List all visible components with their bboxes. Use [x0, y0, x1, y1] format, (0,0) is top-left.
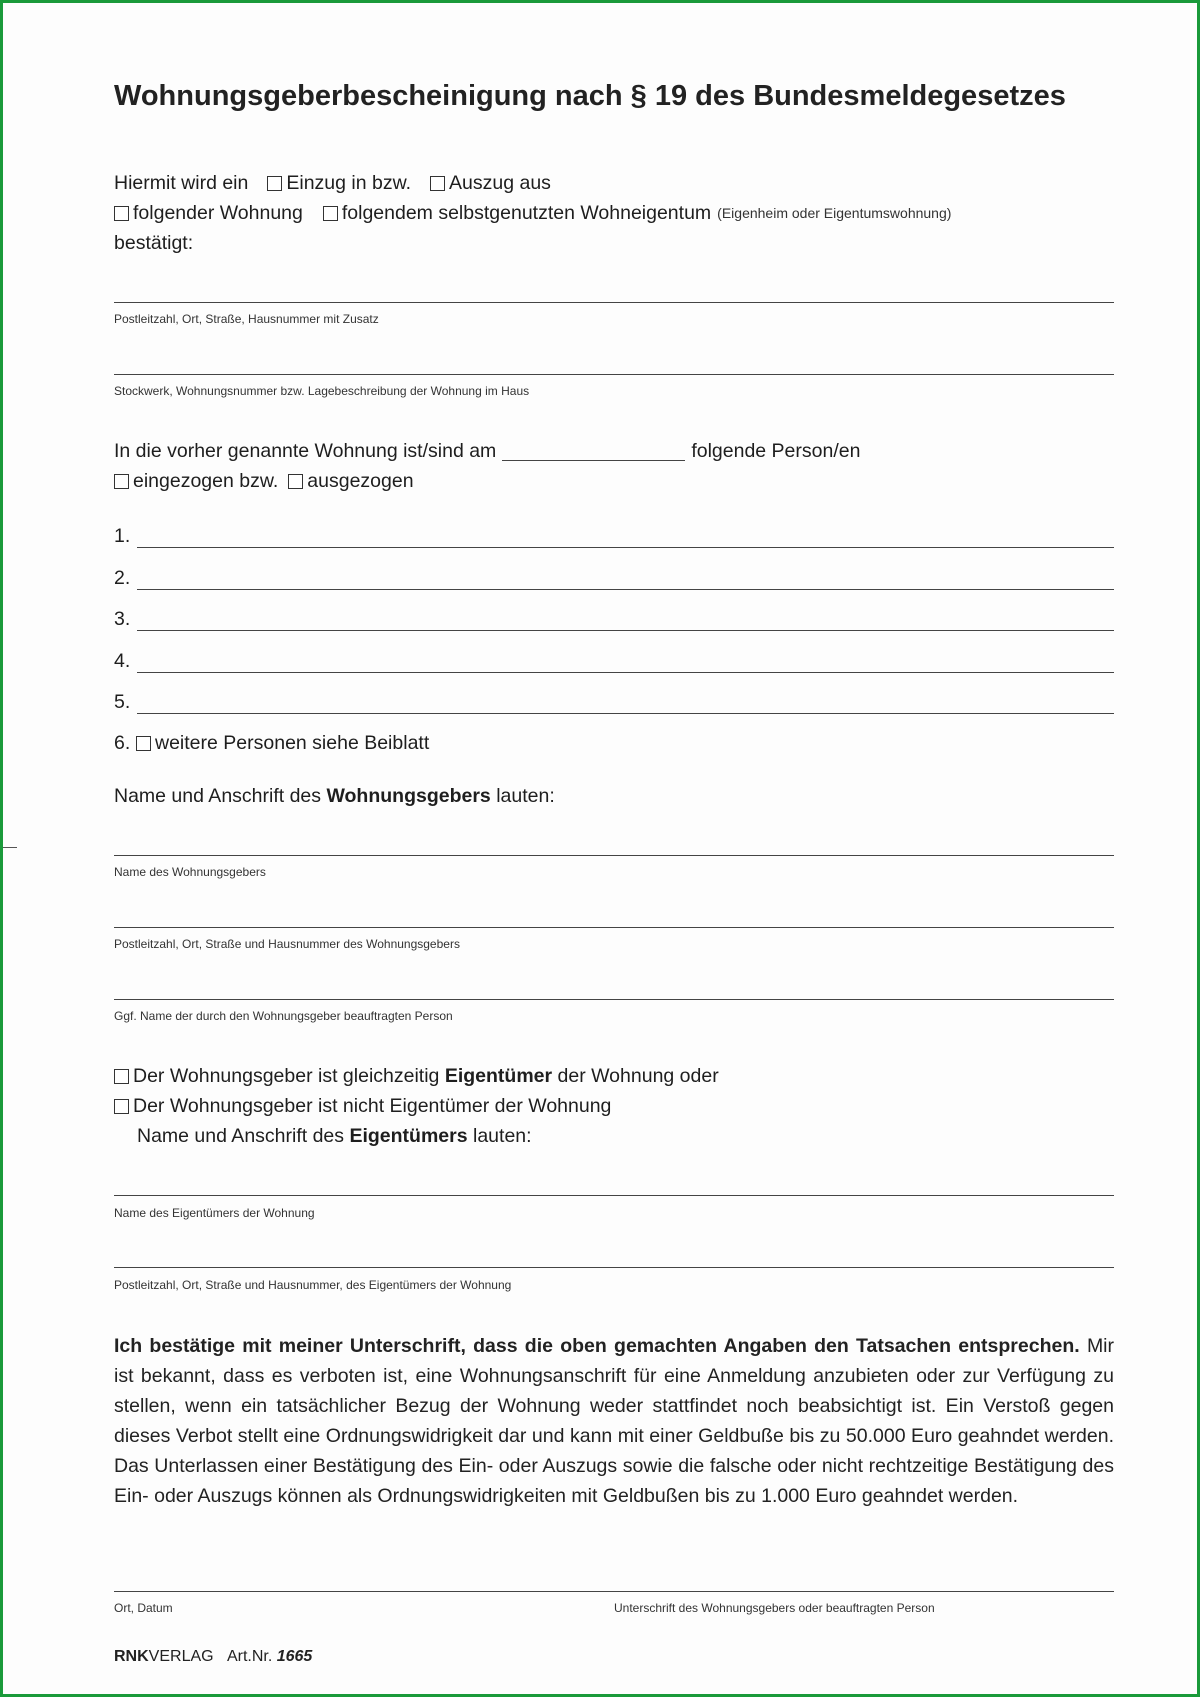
address-input-line[interactable]: [114, 302, 1114, 303]
bestaetigt-label: bestätigt:: [114, 232, 194, 254]
landlord-lead-post: lauten:: [496, 785, 555, 807]
agent-name-caption: Ggf. Name der durch den Wohnungsgeber beauftragten Person: [114, 1009, 453, 1023]
person-input-line[interactable]: [137, 572, 1114, 590]
art-label: Art.Nr.: [226, 1648, 273, 1665]
declaration-text: [114, 1331, 1114, 1511]
person-row: [114, 690, 1114, 714]
place-date-caption: Ort, Datum: [114, 1601, 173, 1615]
landlord-lead-bold: Wohnungsgebers: [326, 785, 491, 807]
owner-yes-pre: Der Wohnungsgeber ist gleichzeitig: [133, 1065, 440, 1087]
address-caption: Postleitzahl, Ort, Straße, Hausnummer mit Zusatz: [114, 312, 379, 326]
signer-caption: Unterschrift des Wohnungsgebers oder beauftragten Person: [614, 1601, 935, 1615]
persons-lead: In die vorher genannte Wohnung ist/sind am: [114, 440, 497, 462]
person-input-line[interactable]: [137, 613, 1114, 631]
person-row: [114, 524, 1114, 548]
owner-lead-bold: Eigentümers: [349, 1125, 468, 1147]
person-number: 2.: [114, 567, 131, 589]
landlord-address-input-line[interactable]: [114, 927, 1114, 928]
owner-name-input-line[interactable]: [114, 1195, 1114, 1196]
person-number: 4.: [114, 650, 131, 672]
move-date-input-line[interactable]: [502, 442, 685, 461]
eingezogen-checkbox[interactable]: [114, 474, 129, 489]
einzug-label: Einzug in bzw.: [286, 172, 412, 194]
person-number: 5.: [114, 691, 131, 713]
eigentum-checkbox[interactable]: [323, 206, 338, 221]
einzug-checkbox[interactable]: [267, 176, 282, 191]
more-persons-row: [114, 731, 429, 755]
intro-row-1: [114, 171, 551, 195]
owner-yes-bold: Eigentümer: [444, 1065, 553, 1087]
eigentum-note: (Eigenheim oder Eigentumswohnung): [717, 205, 952, 221]
owner-lead-post: lauten:: [473, 1125, 532, 1147]
wohnung-label: folgender Wohnung: [133, 202, 303, 224]
persons-direction-row: [114, 469, 414, 493]
signature-input-line[interactable]: [114, 1591, 1114, 1592]
eingezogen-label: eingezogen bzw.: [133, 470, 279, 492]
owner-heading: [137, 1124, 532, 1148]
fold-mark: [3, 847, 17, 848]
owner-yes-checkbox[interactable]: [114, 1069, 129, 1084]
person-row: [114, 566, 1114, 590]
landlord-name-input-line[interactable]: [114, 855, 1114, 856]
landlord-address-caption: Postleitzahl, Ort, Straße und Hausnummer des Wohnungsgebers: [114, 937, 460, 951]
person-input-line[interactable]: [137, 530, 1114, 548]
declaration-bold: Ich bestätige mit meiner Unterschrift, dass die oben gemachten Angaben den Tatsachen entsprechen.: [114, 1335, 1080, 1357]
intro-lead: Hiermit wird ein: [114, 172, 249, 194]
persons-date-row: [114, 439, 860, 463]
floor-caption: Stockwerk, Wohnungsnummer bzw. Lagebeschreibung der Wohnung im Haus: [114, 384, 530, 398]
brand-rest: VERLAG: [148, 1648, 214, 1665]
person-input-line[interactable]: [137, 696, 1114, 714]
more-persons-checkbox[interactable]: [136, 736, 151, 751]
ausgezogen-label: ausgezogen: [307, 470, 414, 492]
person-input-line[interactable]: [137, 655, 1114, 673]
owner-no-label: Der Wohnungsgeber ist nicht Eigentümer der Wohnung: [133, 1095, 612, 1117]
owner-address-input-line[interactable]: [114, 1267, 1114, 1268]
landlord-heading: [114, 784, 555, 808]
person-number: 3.: [114, 608, 131, 630]
art-number: 1665: [276, 1648, 313, 1665]
floor-input-line[interactable]: [114, 374, 1114, 375]
landlord-name-caption: Name des Wohnungsgebers: [114, 865, 266, 879]
auszug-label: Auszug aus: [449, 172, 551, 194]
owner-lead-pre: Name und Anschrift des: [137, 1125, 345, 1147]
person-number: 6.: [114, 732, 131, 754]
publisher-footer: [114, 1648, 312, 1666]
owner-no-checkbox[interactable]: [114, 1099, 129, 1114]
brand-bold: RNK: [114, 1648, 149, 1665]
intro-row-2: [114, 201, 951, 225]
form-page: [114, 0, 1114, 1697]
wohnung-checkbox[interactable]: [114, 206, 129, 221]
ausgezogen-checkbox[interactable]: [288, 474, 303, 489]
owner-yes-row: [114, 1064, 719, 1088]
persons-after: folgende Person/en: [691, 440, 861, 462]
person-row: [114, 649, 1114, 673]
form-title: Wohnungsgeberbescheinigung nach § 19 des Bundesmeldegesetzes: [114, 80, 1066, 112]
owner-no-row: [114, 1094, 611, 1118]
person-row: [114, 607, 1114, 631]
agent-name-input-line[interactable]: [114, 999, 1114, 1000]
auszug-checkbox[interactable]: [430, 176, 445, 191]
owner-yes-post: der Wohnung oder: [557, 1065, 719, 1087]
person-number: 1.: [114, 525, 131, 547]
eigentum-label: folgendem selbstgenutzten Wohneigentum: [341, 202, 712, 224]
owner-name-caption: Name des Eigentümers der Wohnung: [114, 1206, 315, 1220]
more-persons-label: weitere Personen siehe Beiblatt: [155, 732, 430, 754]
declaration-body: Mir ist bekannt, dass es verboten ist, eine Wohnungsanschrift für eine Anmeldung anzubieten oder zur Verfügung zu stellen, wenn ein tatsächlicher Bezug der Wohnung weder stattfindet noch beabsichtigt ist. Ein Verstoß gegen dieses Verbot stellt eine Ordnungswidrigkeit dar und kann mit einer Geldbuße bis zu 50.000 Euro geahndet werden. Das Unterlassen einer Bestätigung des Ein- oder Auszugs sowie die falsche oder nicht rechtzeitige Bestätigung des Ein- oder Auszugs können als Ordnungswidrigkeiten mit Geldbußen bis zu 1.000 Euro geahndet werden.: [114, 1335, 1115, 1507]
owner-address-caption: Postleitzahl, Ort, Straße und Hausnummer, des Eigentümers der Wohnung: [114, 1278, 512, 1292]
landlord-lead-pre: Name und Anschrift des: [114, 785, 322, 807]
